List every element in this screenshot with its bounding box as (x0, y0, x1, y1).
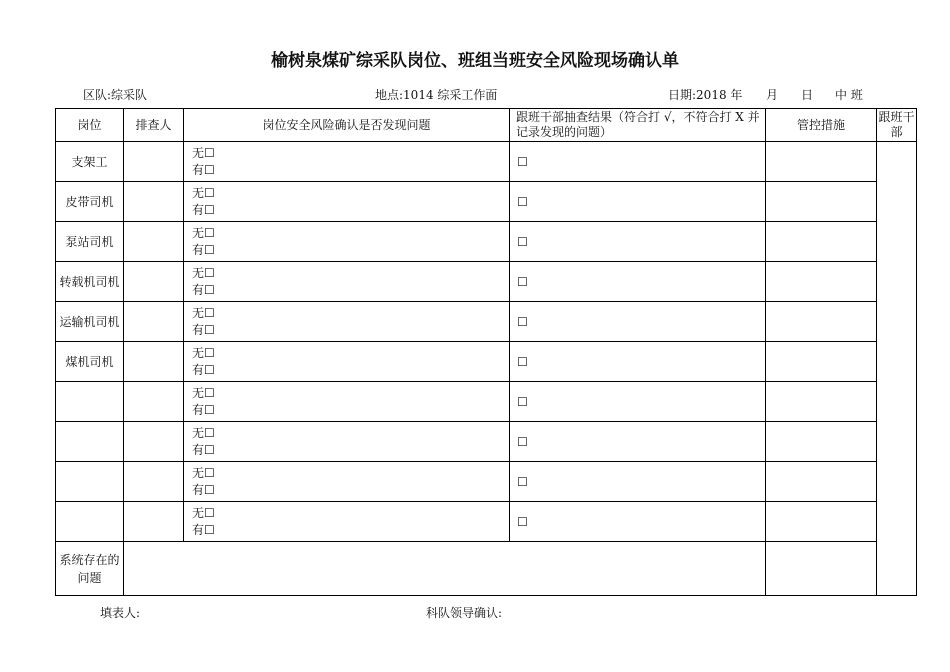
table-row (56, 142, 917, 182)
confirm-cell (184, 462, 510, 502)
checker-cell[interactable] (124, 462, 184, 502)
confirm-cell (184, 422, 510, 462)
system-issues-row (56, 542, 917, 596)
checker-cell[interactable] (124, 382, 184, 422)
measures-cell[interactable] (766, 302, 877, 342)
option-yes-checkbox[interactable]: 有☐ (192, 402, 215, 417)
measures-cell[interactable] (766, 142, 877, 182)
checker-cell[interactable] (124, 182, 184, 222)
checker-cell[interactable] (124, 222, 184, 262)
post-cell: 支架工 (56, 142, 124, 182)
spot-check-checkbox[interactable]: ☐ (517, 394, 528, 409)
spot-check-cell (510, 342, 766, 382)
spot-check-checkbox[interactable]: ☐ (517, 154, 528, 169)
measures-cell[interactable] (766, 342, 877, 382)
measures-cell[interactable] (766, 262, 877, 302)
shift-label: 中 班 (835, 88, 863, 102)
spot-check-cell (510, 462, 766, 502)
post-cell (56, 422, 124, 462)
option-yes-checkbox[interactable]: 有☐ (192, 202, 215, 217)
spot-check-cell (510, 302, 766, 342)
option-none-checkbox[interactable]: 无☐ (192, 265, 215, 280)
post-cell (56, 382, 124, 422)
option-yes-checkbox[interactable]: 有☐ (192, 482, 215, 497)
spot-check-cell (510, 142, 766, 182)
measures-cell[interactable] (766, 222, 877, 262)
header-measures: 管控措施 (766, 109, 877, 142)
post-cell: 转载机司机 (56, 262, 124, 302)
option-none-checkbox[interactable]: 无☐ (192, 465, 215, 480)
option-none-checkbox[interactable]: 无☐ (192, 345, 215, 360)
confirm-cell (184, 262, 510, 302)
spot-check-checkbox[interactable]: ☐ (517, 274, 528, 289)
leader-confirm-label: 科队领导确认: (426, 606, 503, 620)
confirm-cell (184, 502, 510, 542)
header-cadre: 跟班干部 (877, 109, 917, 142)
header-checker: 排查人 (124, 109, 184, 142)
header-post: 岗位 (56, 109, 124, 142)
spot-check-cell (510, 222, 766, 262)
table-row (56, 462, 917, 502)
option-none-checkbox[interactable]: 无☐ (192, 425, 215, 440)
spot-check-checkbox[interactable]: ☐ (517, 314, 528, 329)
checker-cell[interactable] (124, 302, 184, 342)
post-cell: 运输机司机 (56, 302, 124, 342)
header-row (56, 109, 917, 142)
cadre-cell[interactable] (877, 142, 917, 596)
system-issues-measures-cell[interactable] (766, 542, 877, 596)
option-yes-checkbox[interactable]: 有☐ (192, 362, 215, 377)
measures-cell[interactable] (766, 502, 877, 542)
confirm-cell (184, 142, 510, 182)
post-cell: 煤机司机 (56, 342, 124, 382)
checker-cell[interactable] (124, 422, 184, 462)
date-label: 日期:2018 年 (668, 88, 743, 102)
confirm-cell (184, 302, 510, 342)
table-row (56, 182, 917, 222)
checker-cell[interactable] (124, 502, 184, 542)
option-yes-checkbox[interactable]: 有☐ (192, 282, 215, 297)
spot-check-cell (510, 382, 766, 422)
spot-check-cell (510, 502, 766, 542)
team-label: 区队:综采队 (83, 88, 148, 102)
measures-cell[interactable] (766, 462, 877, 502)
table-row (56, 422, 917, 462)
checker-cell[interactable] (124, 262, 184, 302)
measures-cell[interactable] (766, 422, 877, 462)
risk-confirmation-table (55, 108, 917, 596)
spot-check-cell (510, 262, 766, 302)
spot-check-checkbox[interactable]: ☐ (517, 194, 528, 209)
location-label: 地点:1014 综采工作面 (375, 88, 498, 102)
spot-check-cell (510, 422, 766, 462)
confirm-cell (184, 222, 510, 262)
option-yes-checkbox[interactable]: 有☐ (192, 322, 215, 337)
table-row (56, 342, 917, 382)
spot-check-checkbox[interactable]: ☐ (517, 354, 528, 369)
spot-check-checkbox[interactable]: ☐ (517, 514, 528, 529)
confirm-cell (184, 182, 510, 222)
post-cell (56, 462, 124, 502)
form-title: 榆树泉煤矿综采队岗位、班组当班安全风险现场确认单 (271, 51, 679, 71)
option-none-checkbox[interactable]: 无☐ (192, 185, 215, 200)
confirm-cell (184, 342, 510, 382)
option-none-checkbox[interactable]: 无☐ (192, 225, 215, 240)
spot-check-cell (510, 182, 766, 222)
post-cell: 皮带司机 (56, 182, 124, 222)
table-row (56, 302, 917, 342)
spot-check-checkbox[interactable]: ☐ (517, 434, 528, 449)
day-label: 日 (801, 88, 814, 102)
system-issues-label: 系统存在的问题 (56, 542, 124, 596)
option-yes-checkbox[interactable]: 有☐ (192, 522, 215, 537)
filler-label: 填表人: (100, 606, 141, 620)
table-row (56, 262, 917, 302)
post-cell (56, 502, 124, 542)
option-yes-checkbox[interactable]: 有☐ (192, 242, 215, 257)
system-issues-cell[interactable] (124, 542, 766, 596)
option-none-checkbox[interactable]: 无☐ (192, 385, 215, 400)
option-none-checkbox[interactable]: 无☐ (192, 305, 215, 320)
post-cell: 泵站司机 (56, 222, 124, 262)
table-row (56, 502, 917, 542)
measures-cell[interactable] (766, 182, 877, 222)
month-label: 月 (766, 88, 779, 102)
option-none-checkbox[interactable]: 无☐ (192, 145, 215, 160)
header-spot-check: 跟班干部抽查结果（符合打 √，不符合打 X 并记录发现的问题） (510, 109, 766, 142)
option-yes-checkbox[interactable]: 有☐ (192, 162, 215, 177)
option-none-checkbox[interactable]: 无☐ (192, 505, 215, 520)
option-yes-checkbox[interactable]: 有☐ (192, 442, 215, 457)
table-row (56, 222, 917, 262)
table-row (56, 382, 917, 422)
spot-check-checkbox[interactable]: ☐ (517, 474, 528, 489)
header-confirm: 岗位安全风险确认是否发现问题 (184, 109, 510, 142)
spot-check-checkbox[interactable]: ☐ (517, 234, 528, 249)
confirm-cell (184, 382, 510, 422)
checker-cell[interactable] (124, 142, 184, 182)
measures-cell[interactable] (766, 382, 877, 422)
checker-cell[interactable] (124, 342, 184, 382)
